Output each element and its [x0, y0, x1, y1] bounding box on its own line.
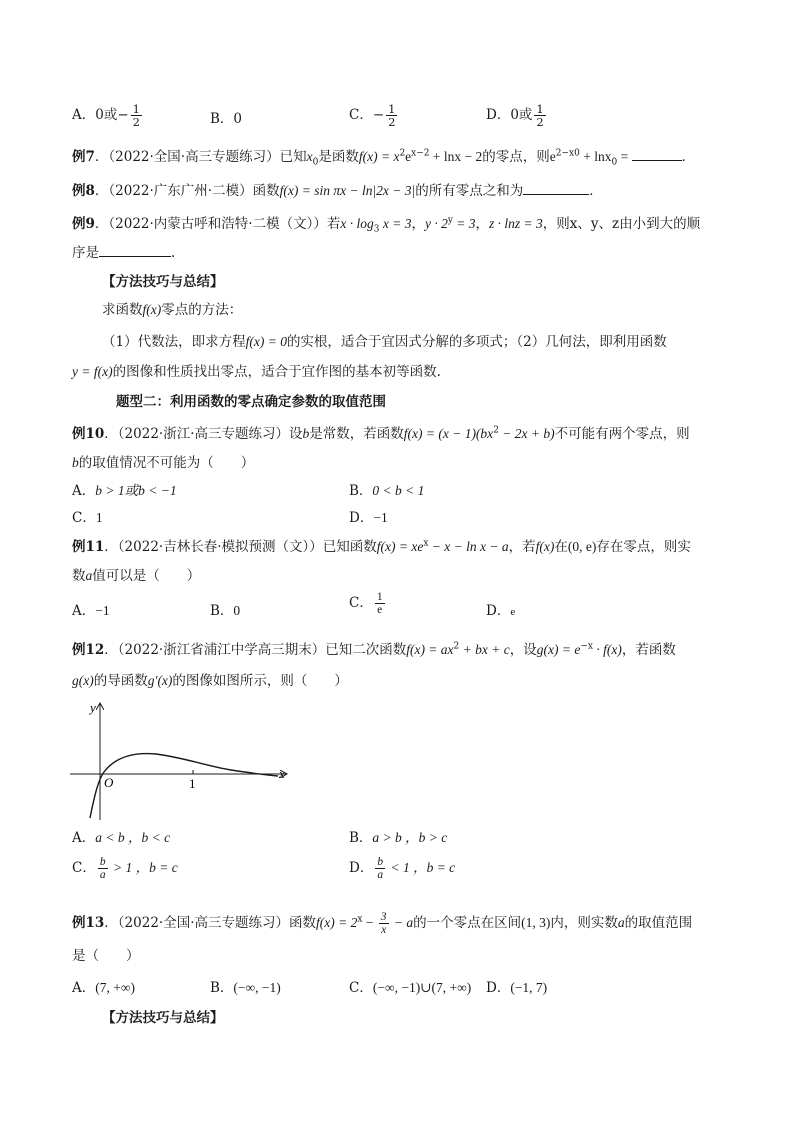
- math-expr: −: [362, 915, 377, 931]
- method-line-1: [102, 298, 242, 318]
- example-label: 例8: [72, 183, 95, 199]
- method-summary-title: 【方法技巧与总结】: [102, 274, 224, 290]
- q6-option-a: [72, 103, 144, 128]
- ex10-option-d: [349, 506, 388, 526]
- math-expr: f(x) = x: [358, 149, 400, 164]
- example-10-line2: [72, 451, 254, 471]
- example-13-line2: [72, 944, 140, 964]
- option-text: 1: [95, 510, 103, 525]
- option-text: 0 < b < 1: [372, 483, 425, 498]
- math-expr: f(x) = (x − 1)(bx: [403, 426, 494, 441]
- text: 函数: [252, 183, 280, 199]
- answer-blank[interactable]: [632, 160, 682, 161]
- text: 的导函数: [93, 673, 148, 689]
- math-expr: z · lnz = 3: [489, 216, 543, 231]
- math-expr: x = 3: [379, 216, 412, 231]
- ex11-option-a: [72, 599, 110, 619]
- option-text: −1: [95, 603, 110, 618]
- option-label: D．: [349, 860, 374, 877]
- text: ，则x、y、z由小到大的顺: [542, 216, 701, 232]
- numerator: 1: [388, 102, 396, 116]
- ex13-option-a: [72, 976, 135, 996]
- y-axis-label: y: [90, 700, 96, 715]
- numerator: 1: [132, 102, 140, 116]
- denominator: 2: [388, 115, 396, 130]
- denominator: a: [99, 869, 106, 882]
- text: 是常数，若函数: [309, 426, 404, 442]
- example-12-line2: [72, 669, 348, 689]
- numerator: b: [99, 856, 106, 868]
- text: ．: [589, 183, 603, 199]
- denominator: 2: [132, 115, 140, 130]
- numerator: 1: [536, 102, 544, 116]
- option-text: < 1 ，b = c: [387, 860, 456, 876]
- math-var: a: [85, 568, 93, 583]
- option-label: C．: [72, 510, 96, 526]
- option-label: A．: [72, 980, 96, 996]
- option-text: 0: [233, 603, 241, 618]
- option-label: B．: [349, 830, 373, 846]
- text: 函数: [289, 915, 316, 932]
- math-expr: g(x) = e: [536, 642, 581, 657]
- option-label: B．: [349, 483, 373, 499]
- text: 的图像和性质找出零点，适合于宜作图的基本初等函数.: [112, 364, 441, 380]
- option-label: C．: [72, 860, 96, 877]
- option-label: D．: [486, 980, 511, 996]
- example-source: ．（2022·浙江·高三专题练习）: [104, 426, 289, 442]
- math-expr: e: [549, 149, 556, 164]
- example-label: 例10: [72, 426, 105, 442]
- numerator: b: [377, 856, 384, 868]
- option-label: C．: [349, 980, 373, 996]
- math-expr: + lnx: [579, 149, 612, 164]
- math-expr: y · 2: [424, 216, 448, 231]
- fraction: [386, 103, 397, 128]
- example-label: 例12: [72, 642, 105, 658]
- option-label: A．: [72, 107, 96, 124]
- math-expr: − x − ln x − a: [428, 539, 509, 554]
- superscript: y: [447, 215, 453, 226]
- ex12-option-b: [349, 826, 447, 846]
- option-label: C．: [349, 107, 373, 124]
- superscript: 2−x0: [555, 148, 580, 159]
- math-expr: g′(x): [147, 673, 173, 688]
- option-text: (−1, 7): [510, 980, 548, 995]
- option-text: (−∞, −1): [233, 980, 281, 995]
- example-12: [72, 638, 676, 658]
- math-expr: · f(x): [592, 642, 622, 657]
- denominator: x: [381, 924, 387, 937]
- ex11-option-b: [210, 599, 240, 619]
- q6-option-d: [486, 103, 548, 128]
- math-var: b: [72, 455, 79, 470]
- math-expr: f(x) = 0: [245, 334, 287, 349]
- text: 若: [326, 216, 341, 232]
- option-label: D．: [486, 107, 511, 124]
- ex12-option-c: [72, 856, 178, 881]
- ex10-option-a: [72, 479, 177, 499]
- example-source: ．（2022·全国·高三专题练习）: [94, 149, 280, 165]
- text: 在: [554, 539, 568, 555]
- ex13-option-d: [486, 976, 547, 996]
- superscript: 2: [453, 641, 460, 652]
- fraction: [375, 856, 385, 881]
- subscript: 0: [312, 157, 319, 168]
- math-var: x: [306, 149, 313, 164]
- text: 的取值范围: [624, 915, 693, 932]
- option-text: > 1 ，b = c: [109, 860, 178, 876]
- option-label: D．: [349, 510, 374, 526]
- text: 的所有零点之和为: [415, 183, 524, 199]
- text: ，设: [509, 642, 537, 658]
- math-expr: g(x): [72, 673, 94, 688]
- example-source: ．（2022·全国·高三专题练习）: [104, 915, 289, 932]
- derivative-graph: [66, 698, 296, 822]
- math-expr: e: [405, 149, 412, 164]
- option-label: A．: [72, 603, 96, 619]
- example-11: [72, 535, 691, 555]
- ex10-option-b: [349, 479, 424, 499]
- fraction: [98, 856, 108, 881]
- example-label: 例13: [72, 915, 105, 932]
- math-expr: − 2x + b): [498, 426, 555, 441]
- option-label: D．: [486, 603, 511, 619]
- subscript: 0: [611, 157, 618, 168]
- math-var: b: [302, 426, 310, 441]
- fraction: [379, 911, 389, 936]
- text: ．: [681, 149, 696, 165]
- example-8: [72, 179, 603, 199]
- text: 已知二次函数: [325, 642, 407, 658]
- math-expr: + bx + c: [459, 642, 510, 657]
- ex12-option-d: [349, 856, 455, 881]
- ex11-option-c: [349, 591, 387, 616]
- text: ，若: [508, 539, 536, 555]
- example-11-line2: [72, 564, 200, 584]
- math-expr: f(x) = ax: [406, 642, 454, 657]
- text: .: [171, 245, 176, 261]
- numerator: 3: [380, 911, 387, 923]
- method-summary-title-2: 【方法技巧与总结】: [102, 1010, 224, 1026]
- example-label: 例11: [72, 539, 105, 555]
- tick-label-1: 1: [189, 776, 196, 791]
- ex12-option-a: [72, 826, 170, 846]
- text: 的图像如图所示，则（ ）: [172, 673, 348, 689]
- example-label: 例9: [72, 216, 95, 232]
- option-text: a < b ，b < c: [95, 830, 171, 845]
- fraction: [375, 591, 385, 616]
- example-9: [72, 212, 700, 235]
- math-expr: f(x): [142, 302, 162, 317]
- option-text: 0或: [510, 107, 533, 124]
- math-expr: f(x) = 2: [316, 915, 358, 931]
- option-label: A．: [72, 483, 96, 499]
- ex10-option-c: [72, 506, 103, 526]
- example-source: ．（2022·浙江省浦江中学高三期末）: [104, 642, 326, 658]
- text: 设: [289, 426, 303, 442]
- math-expr: = 3: [452, 216, 476, 231]
- q6-option-c: [349, 103, 399, 128]
- derivative-curve: [90, 754, 278, 818]
- text: 的实根，适合于宜因式分解的多项式；（2）几何法，即利用函数: [286, 334, 667, 350]
- text: 已知函数: [322, 539, 377, 555]
- fraction: [131, 103, 142, 128]
- numerator: 1: [376, 591, 383, 603]
- text: 的一个零点在区间: [413, 915, 522, 932]
- math-var: a: [617, 915, 625, 931]
- superscript: −x: [580, 641, 593, 652]
- text: 数: [72, 568, 86, 584]
- option-text: 0: [233, 111, 243, 127]
- math-expr: y = f(x): [72, 364, 113, 379]
- fraction: [534, 103, 545, 128]
- text: 求函数: [102, 302, 143, 318]
- section-heading: 题型二：利用函数的零点确定参数的取值范围: [116, 394, 386, 410]
- math-expr: − a: [390, 915, 414, 931]
- ex11-option-d: [486, 599, 515, 619]
- example-label: 例7: [72, 149, 95, 165]
- text: （1）代数法，即求方程: [102, 334, 246, 350]
- option-text: b > 1或b < −1: [95, 483, 177, 498]
- text: 是函数: [318, 149, 359, 165]
- example-13: [72, 911, 692, 936]
- math-expr: =: [617, 149, 632, 164]
- example-source: ．（2022·内蒙古呼和浩特·二模（文））: [94, 216, 327, 232]
- origin-label: O: [104, 775, 114, 790]
- math-expr: f(x): [535, 539, 555, 554]
- superscript: 2: [493, 425, 499, 436]
- option-text: (7, +∞): [95, 980, 135, 995]
- math-expr: f(x) = sin πx − ln|2x − 3|: [279, 183, 416, 198]
- example-source: ．（2022·吉林长春·模拟预测（文））: [104, 539, 323, 555]
- minus-sign: −: [372, 107, 385, 124]
- denominator: 2: [536, 115, 544, 130]
- text: ，: [411, 216, 425, 232]
- text: ，: [475, 216, 490, 232]
- text: 值可以是（ ）: [92, 568, 201, 584]
- denominator: e: [377, 604, 383, 617]
- math-expr: f(x) = xe: [376, 539, 424, 554]
- text: 是（ ）: [72, 948, 140, 964]
- text: 的取值情况不可能为（ ）: [78, 455, 255, 471]
- x-axis-label: x: [279, 766, 285, 781]
- superscript: x−2: [411, 148, 430, 159]
- answer-blank[interactable]: [99, 256, 171, 257]
- option-text: (−∞, −1)∪(7, +∞): [372, 980, 472, 995]
- example-10: [72, 422, 690, 442]
- text: 的零点，则: [482, 149, 550, 165]
- option-label: A．: [72, 830, 96, 846]
- example-9-line2: [72, 241, 175, 261]
- example-source: ．（2022·广东广州·二模）: [94, 183, 253, 199]
- text: 不可能有两个零点，则: [554, 426, 690, 442]
- option-text: e: [510, 606, 516, 618]
- math-expr: + lnx − 2: [429, 149, 483, 164]
- method-line-2: [102, 330, 667, 350]
- math-expr: (0, e): [567, 539, 597, 554]
- text: ，若函数: [621, 642, 676, 658]
- subscript: 3: [373, 224, 380, 235]
- math-expr: x · log: [340, 216, 374, 231]
- method-line-3: [72, 360, 441, 380]
- option-label: B．: [210, 980, 234, 996]
- option-label: B．: [210, 111, 234, 127]
- text: 存在零点，则实: [596, 539, 691, 555]
- ex13-option-c: [349, 976, 471, 996]
- superscript: x: [357, 914, 363, 925]
- option-text: −1: [373, 510, 388, 525]
- denominator: a: [377, 869, 384, 882]
- text: 内，则实数: [550, 915, 618, 932]
- text: 已知: [279, 149, 307, 165]
- text: 零点的方法：: [161, 302, 243, 318]
- q6-option-b: [210, 107, 242, 127]
- example-7: [72, 145, 695, 168]
- ex13-option-b: [210, 976, 281, 996]
- minus-sign: −: [117, 107, 129, 124]
- option-label: C．: [349, 595, 373, 612]
- superscript: 2: [399, 148, 406, 159]
- answer-blank[interactable]: [523, 194, 589, 195]
- superscript: x: [423, 538, 429, 549]
- option-text: 0或: [95, 107, 118, 124]
- math-expr: (1, 3): [521, 915, 551, 931]
- text: 序是: [72, 245, 99, 261]
- option-text: a > b ，b > c: [372, 830, 448, 845]
- option-label: B．: [210, 603, 234, 619]
